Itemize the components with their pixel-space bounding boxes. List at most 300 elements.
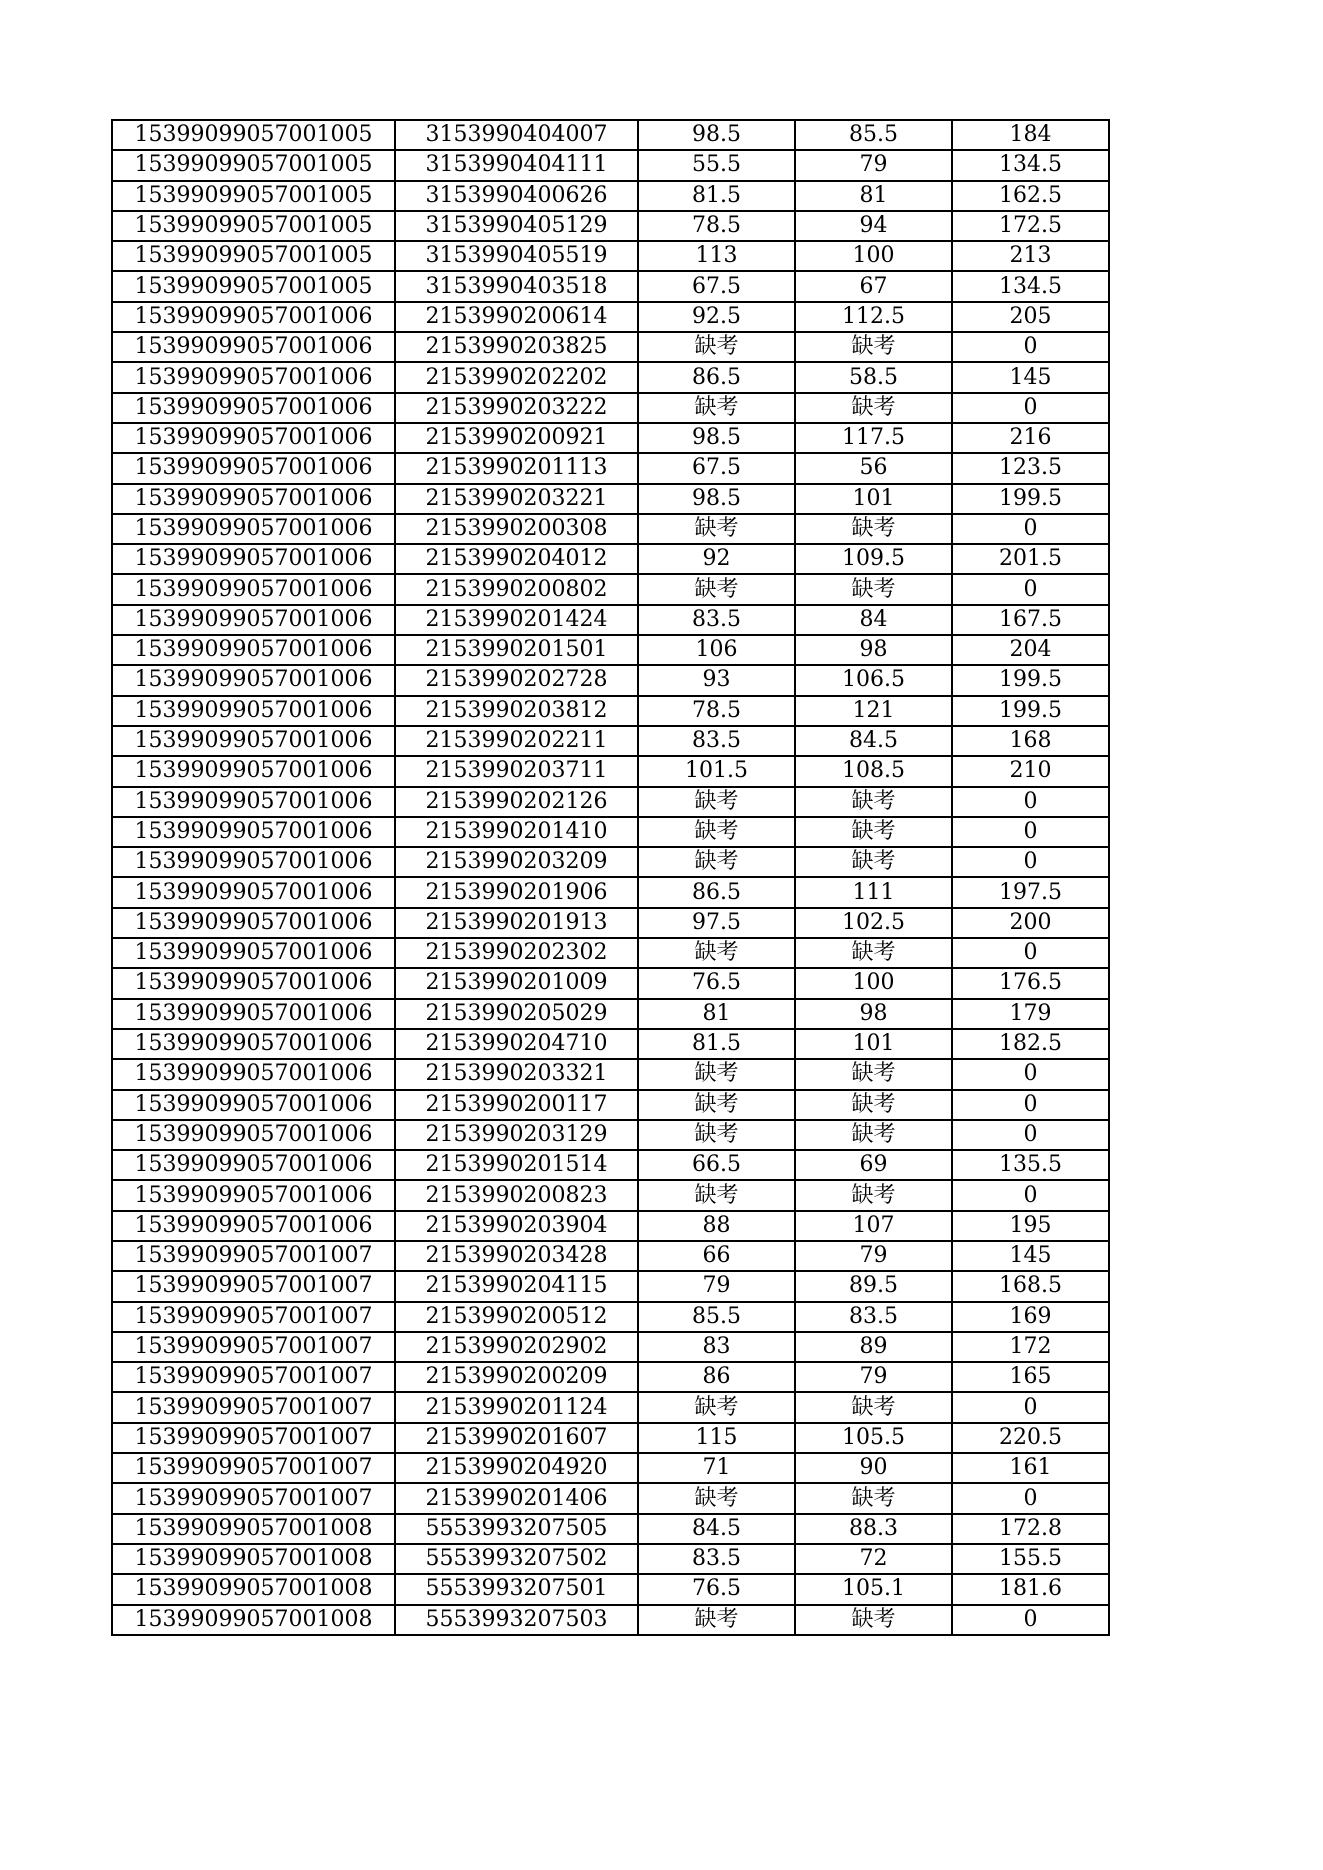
table-row (112, 968, 1109, 998)
subject1-score-cell: 85.5 (638, 1302, 795, 1332)
subject1-score-cell: 79 (638, 1271, 795, 1301)
total-score-cell: 0 (952, 332, 1109, 362)
table-row (112, 877, 1109, 907)
total-score-cell: 145 (952, 362, 1109, 392)
table-row (112, 1574, 1109, 1604)
subject2-score-cell: 缺考 (795, 1180, 952, 1210)
table-row (112, 908, 1109, 938)
subject2-score-cell: 69 (795, 1150, 952, 1180)
exam-room-id-cell: 15399099057001006 (112, 908, 395, 938)
table-row (112, 999, 1109, 1029)
table-row (112, 150, 1109, 180)
candidate-id-cell: 3153990404007 (395, 120, 638, 150)
total-score-cell: 179 (952, 999, 1109, 1029)
exam-room-id-cell: 15399099057001006 (112, 1029, 395, 1059)
table-row (112, 938, 1109, 968)
subject2-score-cell: 84.5 (795, 726, 952, 756)
total-score-cell: 123.5 (952, 453, 1109, 483)
total-score-cell: 172 (952, 1332, 1109, 1362)
total-score-cell: 161 (952, 1453, 1109, 1483)
table-row (112, 787, 1109, 817)
subject2-score-cell: 89 (795, 1332, 952, 1362)
candidate-id-cell: 2153990203428 (395, 1241, 638, 1271)
candidate-id-cell: 2153990201009 (395, 968, 638, 998)
table-row (112, 1483, 1109, 1513)
total-score-cell: 181.6 (952, 1574, 1109, 1604)
exam-room-id-cell: 15399099057001007 (112, 1483, 395, 1513)
exam-room-id-cell: 15399099057001006 (112, 514, 395, 544)
exam-room-id-cell: 15399099057001008 (112, 1605, 395, 1635)
exam-room-id-cell: 15399099057001007 (112, 1271, 395, 1301)
subject2-score-cell: 100 (795, 968, 952, 998)
exam-room-id-cell: 15399099057001006 (112, 696, 395, 726)
table-row (112, 514, 1109, 544)
table-row (112, 1332, 1109, 1362)
table-row (112, 665, 1109, 695)
candidate-id-cell: 2153990201424 (395, 605, 638, 635)
table-row (112, 211, 1109, 241)
total-score-cell: 0 (952, 393, 1109, 423)
subject2-score-cell: 109.5 (795, 544, 952, 574)
subject1-score-cell: 缺考 (638, 817, 795, 847)
total-score-cell: 176.5 (952, 968, 1109, 998)
total-score-cell: 0 (952, 1059, 1109, 1089)
candidate-id-cell: 2153990202126 (395, 787, 638, 817)
candidate-id-cell: 3153990400626 (395, 181, 638, 211)
table-row (112, 1150, 1109, 1180)
exam-room-id-cell: 15399099057001005 (112, 241, 395, 271)
subject2-score-cell: 112.5 (795, 302, 952, 332)
subject1-score-cell: 66.5 (638, 1150, 795, 1180)
subject1-score-cell: 113 (638, 241, 795, 271)
table-row (112, 393, 1109, 423)
subject1-score-cell: 缺考 (638, 332, 795, 362)
total-score-cell: 201.5 (952, 544, 1109, 574)
subject1-score-cell: 86.5 (638, 877, 795, 907)
subject1-score-cell: 83.5 (638, 1544, 795, 1574)
total-score-cell: 169 (952, 1302, 1109, 1332)
exam-room-id-cell: 15399099057001006 (112, 999, 395, 1029)
exam-room-id-cell: 15399099057001006 (112, 817, 395, 847)
subject2-score-cell: 缺考 (795, 1090, 952, 1120)
exam-room-id-cell: 15399099057001008 (112, 1514, 395, 1544)
exam-room-id-cell: 15399099057001006 (112, 726, 395, 756)
candidate-id-cell: 3153990405129 (395, 211, 638, 241)
subject1-score-cell: 55.5 (638, 150, 795, 180)
candidate-id-cell: 2153990200802 (395, 574, 638, 604)
table-row (112, 484, 1109, 514)
subject1-score-cell: 缺考 (638, 1483, 795, 1513)
subject1-score-cell: 71 (638, 1453, 795, 1483)
subject2-score-cell: 94 (795, 211, 952, 241)
table-row (112, 1544, 1109, 1574)
candidate-id-cell: 2153990201410 (395, 817, 638, 847)
exam-room-id-cell: 15399099057001006 (112, 877, 395, 907)
table-row (112, 362, 1109, 392)
total-score-cell: 0 (952, 1483, 1109, 1513)
subject2-score-cell: 79 (795, 1241, 952, 1271)
subject2-score-cell: 缺考 (795, 1605, 952, 1635)
exam-room-id-cell: 15399099057001006 (112, 1150, 395, 1180)
subject1-score-cell: 缺考 (638, 1605, 795, 1635)
exam-room-id-cell: 15399099057001007 (112, 1453, 395, 1483)
subject1-score-cell: 86 (638, 1362, 795, 1392)
exam-room-id-cell: 15399099057001006 (112, 484, 395, 514)
subject2-score-cell: 58.5 (795, 362, 952, 392)
subject2-score-cell: 121 (795, 696, 952, 726)
subject1-score-cell: 84.5 (638, 1514, 795, 1544)
candidate-id-cell: 2153990203825 (395, 332, 638, 362)
candidate-id-cell: 2153990205029 (395, 999, 638, 1029)
subject1-score-cell: 67.5 (638, 271, 795, 301)
table-row (112, 1423, 1109, 1453)
total-score-cell: 172.5 (952, 211, 1109, 241)
subject1-score-cell: 86.5 (638, 362, 795, 392)
exam-room-id-cell: 15399099057001007 (112, 1392, 395, 1422)
table-row (112, 1453, 1109, 1483)
total-score-cell: 172.8 (952, 1514, 1109, 1544)
exam-room-id-cell: 15399099057001006 (112, 393, 395, 423)
candidate-id-cell: 5553993207505 (395, 1514, 638, 1544)
candidate-id-cell: 2153990203221 (395, 484, 638, 514)
candidate-id-cell: 3153990405519 (395, 241, 638, 271)
table-row (112, 1029, 1109, 1059)
subject2-score-cell: 81 (795, 181, 952, 211)
subject1-score-cell: 92.5 (638, 302, 795, 332)
table-row (112, 605, 1109, 635)
table-row (112, 847, 1109, 877)
exam-room-id-cell: 15399099057001006 (112, 665, 395, 695)
total-score-cell: 167.5 (952, 605, 1109, 635)
total-score-cell: 0 (952, 847, 1109, 877)
exam-room-id-cell: 15399099057001006 (112, 605, 395, 635)
subject1-score-cell: 缺考 (638, 1180, 795, 1210)
candidate-id-cell: 2153990203904 (395, 1211, 638, 1241)
subject1-score-cell: 98.5 (638, 423, 795, 453)
candidate-id-cell: 2153990200512 (395, 1302, 638, 1332)
subject2-score-cell: 89.5 (795, 1271, 952, 1301)
exam-room-id-cell: 15399099057001006 (112, 938, 395, 968)
subject2-score-cell: 105.5 (795, 1423, 952, 1453)
candidate-id-cell: 2153990201406 (395, 1483, 638, 1513)
subject1-score-cell: 101.5 (638, 756, 795, 786)
subject1-score-cell: 92 (638, 544, 795, 574)
exam-room-id-cell: 15399099057001006 (112, 756, 395, 786)
subject2-score-cell: 107 (795, 1211, 952, 1241)
subject1-score-cell: 76.5 (638, 1574, 795, 1604)
subject1-score-cell: 缺考 (638, 574, 795, 604)
subject1-score-cell: 缺考 (638, 1392, 795, 1422)
table-row (112, 1605, 1109, 1635)
subject2-score-cell: 106.5 (795, 665, 952, 695)
exam-room-id-cell: 15399099057001005 (112, 271, 395, 301)
exam-room-id-cell: 15399099057001008 (112, 1544, 395, 1574)
table-row (112, 302, 1109, 332)
total-score-cell: 0 (952, 1180, 1109, 1210)
subject2-score-cell: 79 (795, 1362, 952, 1392)
total-score-cell: 184 (952, 120, 1109, 150)
subject2-score-cell: 缺考 (795, 332, 952, 362)
subject2-score-cell: 102.5 (795, 908, 952, 938)
subject2-score-cell: 56 (795, 453, 952, 483)
candidate-id-cell: 2153990201906 (395, 877, 638, 907)
total-score-cell: 134.5 (952, 271, 1109, 301)
table-row (112, 756, 1109, 786)
subject1-score-cell: 83 (638, 1332, 795, 1362)
total-score-cell: 220.5 (952, 1423, 1109, 1453)
subject2-score-cell: 83.5 (795, 1302, 952, 1332)
candidate-id-cell: 3153990404111 (395, 150, 638, 180)
table-row (112, 1362, 1109, 1392)
subject2-score-cell: 缺考 (795, 847, 952, 877)
candidate-id-cell: 2153990203209 (395, 847, 638, 877)
exam-room-id-cell: 15399099057001006 (112, 423, 395, 453)
exam-room-id-cell: 15399099057001006 (112, 635, 395, 665)
total-score-cell: 0 (952, 1392, 1109, 1422)
subject2-score-cell: 缺考 (795, 938, 952, 968)
candidate-id-cell: 2153990202302 (395, 938, 638, 968)
candidate-id-cell: 2153990201124 (395, 1392, 638, 1422)
total-score-cell: 199.5 (952, 696, 1109, 726)
total-score-cell: 199.5 (952, 665, 1109, 695)
table-row (112, 1211, 1109, 1241)
table-row (112, 1241, 1109, 1271)
table-row (112, 544, 1109, 574)
total-score-cell: 0 (952, 1120, 1109, 1150)
table-row (112, 453, 1109, 483)
total-score-cell: 0 (952, 514, 1109, 544)
table-row (112, 120, 1109, 150)
candidate-id-cell: 2153990202902 (395, 1332, 638, 1362)
subject2-score-cell: 90 (795, 1453, 952, 1483)
table-row (112, 271, 1109, 301)
total-score-cell: 162.5 (952, 181, 1109, 211)
exam-room-id-cell: 15399099057001007 (112, 1362, 395, 1392)
exam-room-id-cell: 15399099057001007 (112, 1423, 395, 1453)
table-row (112, 1514, 1109, 1544)
total-score-cell: 134.5 (952, 150, 1109, 180)
subject2-score-cell: 缺考 (795, 574, 952, 604)
candidate-id-cell: 2153990200117 (395, 1090, 638, 1120)
total-score-cell: 200 (952, 908, 1109, 938)
total-score-cell: 205 (952, 302, 1109, 332)
table-row (112, 817, 1109, 847)
exam-room-id-cell: 15399099057001005 (112, 211, 395, 241)
exam-room-id-cell: 15399099057001006 (112, 1090, 395, 1120)
candidate-id-cell: 3153990403518 (395, 271, 638, 301)
subject1-score-cell: 98.5 (638, 484, 795, 514)
subject1-score-cell: 缺考 (638, 847, 795, 877)
candidate-id-cell: 2153990201501 (395, 635, 638, 665)
subject1-score-cell: 缺考 (638, 393, 795, 423)
subject1-score-cell: 缺考 (638, 938, 795, 968)
exam-room-id-cell: 15399099057001006 (112, 968, 395, 998)
candidate-id-cell: 2153990203129 (395, 1120, 638, 1150)
candidate-id-cell: 2153990200209 (395, 1362, 638, 1392)
candidate-id-cell: 2153990202211 (395, 726, 638, 756)
subject1-score-cell: 78.5 (638, 211, 795, 241)
candidate-id-cell: 5553993207501 (395, 1574, 638, 1604)
score-table-body (112, 120, 1109, 1635)
subject2-score-cell: 缺考 (795, 514, 952, 544)
subject1-score-cell: 67.5 (638, 453, 795, 483)
subject2-score-cell: 101 (795, 484, 952, 514)
table-row (112, 1090, 1109, 1120)
exam-room-id-cell: 15399099057001006 (112, 362, 395, 392)
subject1-score-cell: 缺考 (638, 1059, 795, 1089)
table-row (112, 1059, 1109, 1089)
subject2-score-cell: 117.5 (795, 423, 952, 453)
table-row (112, 1271, 1109, 1301)
subject1-score-cell: 81.5 (638, 181, 795, 211)
exam-room-id-cell: 15399099057001005 (112, 181, 395, 211)
subject2-score-cell: 缺考 (795, 817, 952, 847)
candidate-id-cell: 5553993207503 (395, 1605, 638, 1635)
subject2-score-cell: 88.3 (795, 1514, 952, 1544)
subject2-score-cell: 101 (795, 1029, 952, 1059)
subject2-score-cell: 98 (795, 999, 952, 1029)
subject1-score-cell: 缺考 (638, 1090, 795, 1120)
subject2-score-cell: 缺考 (795, 393, 952, 423)
exam-room-id-cell: 15399099057001006 (112, 332, 395, 362)
total-score-cell: 165 (952, 1362, 1109, 1392)
table-row (112, 1302, 1109, 1332)
total-score-cell: 0 (952, 1605, 1109, 1635)
total-score-cell: 0 (952, 1090, 1109, 1120)
exam-room-id-cell: 15399099057001006 (112, 1059, 395, 1089)
candidate-id-cell: 2153990201913 (395, 908, 638, 938)
total-score-cell: 213 (952, 241, 1109, 271)
table-row (112, 1120, 1109, 1150)
subject1-score-cell: 83.5 (638, 605, 795, 635)
total-score-cell: 168 (952, 726, 1109, 756)
candidate-id-cell: 2153990202202 (395, 362, 638, 392)
total-score-cell: 204 (952, 635, 1109, 665)
table-row (112, 241, 1109, 271)
exam-room-id-cell: 15399099057001006 (112, 847, 395, 877)
subject2-score-cell: 72 (795, 1544, 952, 1574)
table-row (112, 332, 1109, 362)
subject1-score-cell: 缺考 (638, 1120, 795, 1150)
subject1-score-cell: 78.5 (638, 696, 795, 726)
candidate-id-cell: 2153990203222 (395, 393, 638, 423)
subject2-score-cell: 98 (795, 635, 952, 665)
subject1-score-cell: 66 (638, 1241, 795, 1271)
exam-room-id-cell: 15399099057001005 (112, 150, 395, 180)
subject2-score-cell: 79 (795, 150, 952, 180)
candidate-id-cell: 2153990201607 (395, 1423, 638, 1453)
subject2-score-cell: 缺考 (795, 1392, 952, 1422)
subject2-score-cell: 100 (795, 241, 952, 271)
total-score-cell: 135.5 (952, 1150, 1109, 1180)
table-row (112, 181, 1109, 211)
total-score-cell: 0 (952, 938, 1109, 968)
candidate-id-cell: 2153990203812 (395, 696, 638, 726)
subject1-score-cell: 97.5 (638, 908, 795, 938)
candidate-id-cell: 2153990200921 (395, 423, 638, 453)
total-score-cell: 199.5 (952, 484, 1109, 514)
table-row (112, 1392, 1109, 1422)
candidate-id-cell: 2153990200614 (395, 302, 638, 332)
exam-room-id-cell: 15399099057001006 (112, 1180, 395, 1210)
subject1-score-cell: 83.5 (638, 726, 795, 756)
subject1-score-cell: 93 (638, 665, 795, 695)
total-score-cell: 0 (952, 817, 1109, 847)
candidate-id-cell: 2153990201113 (395, 453, 638, 483)
subject1-score-cell: 81 (638, 999, 795, 1029)
subject2-score-cell: 缺考 (795, 1059, 952, 1089)
total-score-cell: 195 (952, 1211, 1109, 1241)
table-row (112, 574, 1109, 604)
subject1-score-cell: 98.5 (638, 120, 795, 150)
exam-room-id-cell: 15399099057001006 (112, 544, 395, 574)
candidate-id-cell: 2153990201514 (395, 1150, 638, 1180)
exam-room-id-cell: 15399099057001006 (112, 574, 395, 604)
subject1-score-cell: 88 (638, 1211, 795, 1241)
exam-room-id-cell: 15399099057001005 (112, 120, 395, 150)
subject2-score-cell: 105.1 (795, 1574, 952, 1604)
candidate-id-cell: 2153990204115 (395, 1271, 638, 1301)
subject2-score-cell: 缺考 (795, 1483, 952, 1513)
subject2-score-cell: 缺考 (795, 1120, 952, 1150)
candidate-id-cell: 2153990203711 (395, 756, 638, 786)
exam-room-id-cell: 15399099057001006 (112, 453, 395, 483)
subject1-score-cell: 缺考 (638, 514, 795, 544)
total-score-cell: 210 (952, 756, 1109, 786)
candidate-id-cell: 2153990203321 (395, 1059, 638, 1089)
candidate-id-cell: 5553993207502 (395, 1544, 638, 1574)
candidate-id-cell: 2153990204920 (395, 1453, 638, 1483)
subject1-score-cell: 115 (638, 1423, 795, 1453)
total-score-cell: 168.5 (952, 1271, 1109, 1301)
exam-room-id-cell: 15399099057001006 (112, 1120, 395, 1150)
total-score-cell: 0 (952, 787, 1109, 817)
candidate-id-cell: 2153990204012 (395, 544, 638, 574)
exam-room-id-cell: 15399099057001007 (112, 1332, 395, 1362)
candidate-id-cell: 2153990202728 (395, 665, 638, 695)
subject2-score-cell: 67 (795, 271, 952, 301)
subject1-score-cell: 76.5 (638, 968, 795, 998)
candidate-id-cell: 2153990200823 (395, 1180, 638, 1210)
subject2-score-cell: 108.5 (795, 756, 952, 786)
subject2-score-cell: 缺考 (795, 787, 952, 817)
total-score-cell: 182.5 (952, 1029, 1109, 1059)
total-score-cell: 155.5 (952, 1544, 1109, 1574)
table-row (112, 423, 1109, 453)
exam-room-id-cell: 15399099057001006 (112, 302, 395, 332)
exam-room-id-cell: 15399099057001006 (112, 787, 395, 817)
total-score-cell: 216 (952, 423, 1109, 453)
subject2-score-cell: 111 (795, 877, 952, 907)
subject1-score-cell: 81.5 (638, 1029, 795, 1059)
exam-room-id-cell: 15399099057001007 (112, 1241, 395, 1271)
table-row (112, 1180, 1109, 1210)
total-score-cell: 197.5 (952, 877, 1109, 907)
exam-room-id-cell: 15399099057001008 (112, 1574, 395, 1604)
candidate-id-cell: 2153990204710 (395, 1029, 638, 1059)
score-table (111, 119, 1110, 1636)
total-score-cell: 0 (952, 574, 1109, 604)
exam-room-id-cell: 15399099057001006 (112, 1211, 395, 1241)
candidate-id-cell: 2153990200308 (395, 514, 638, 544)
subject2-score-cell: 85.5 (795, 120, 952, 150)
exam-room-id-cell: 15399099057001007 (112, 1302, 395, 1332)
table-row (112, 726, 1109, 756)
subject1-score-cell: 106 (638, 635, 795, 665)
subject2-score-cell: 84 (795, 605, 952, 635)
table-row (112, 696, 1109, 726)
total-score-cell: 145 (952, 1241, 1109, 1271)
